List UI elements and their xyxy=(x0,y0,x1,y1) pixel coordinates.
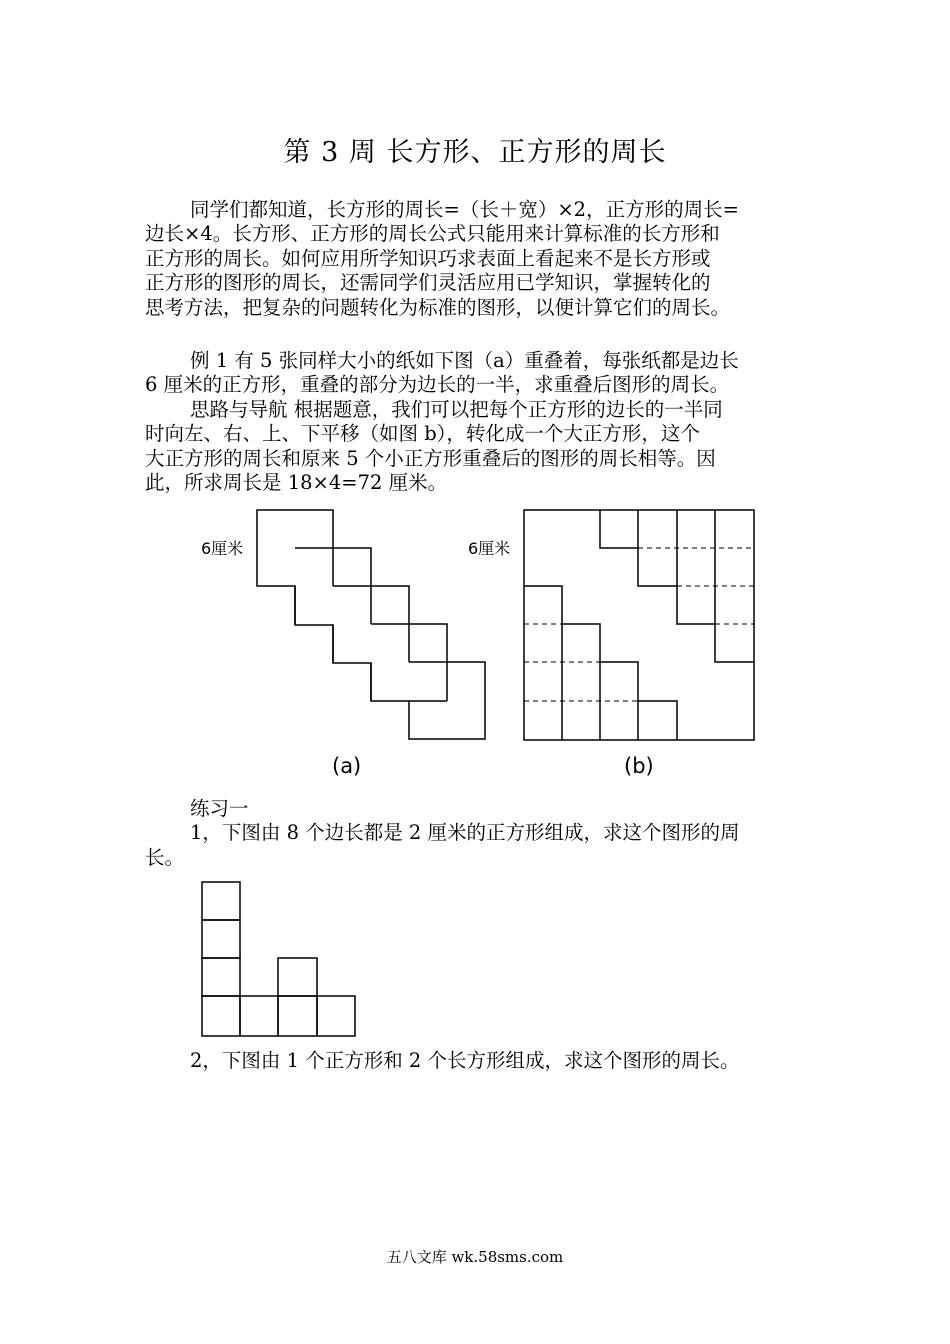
example-line: 此，所求周长是 18×4=72 厘米。 xyxy=(145,471,448,495)
figure-b-inner-vertical-lines xyxy=(562,510,715,740)
figure-b-outer-square xyxy=(524,510,754,740)
intro-line: 同学们都知道，长方形的周长=（长＋宽）×2，正方形的周长= xyxy=(190,198,739,221)
page-footer: 五八文库 wk.58sms.com xyxy=(386,1248,564,1266)
example-line: 大正方形的周长和原来 5 个小正方形重叠后的图形的周长相等。因 xyxy=(145,446,716,470)
exercise-heading: 练习一 xyxy=(190,797,249,820)
figure-b-dashed-lines xyxy=(524,548,754,701)
intro-line: 正方形的图形的周长，还需同学们灵活应用已学知识，掌握转化的 xyxy=(145,271,711,295)
page-title: 第 3 周 长方形、正方形的周长 xyxy=(283,137,667,168)
figure-a-caption: (a) xyxy=(332,754,362,778)
example-line: 思路与导航 根据题意，我们可以把每个正方形的边长的一半同 xyxy=(190,397,723,421)
intro-line: 边长×4。长方形、正方形的周长公式只能用来计算标准的长方形和 xyxy=(145,222,720,246)
exercise-q1: 1，下图由 8 个边长都是 2 厘米的正方形组成，求这个图形的周 xyxy=(190,821,740,845)
exercise-q2-block xyxy=(145,1049,805,1073)
figure-a xyxy=(257,510,485,739)
example-line: 例 1 有 5 张同样大小的纸如下图（a）重叠着，每张纸都是边长 xyxy=(190,349,739,372)
figure-b-side-label: 6厘米 xyxy=(468,539,511,558)
exercise-q2: 2，下图由 1 个正方形和 2 个长方形组成，求这个图形的周长。 xyxy=(190,1049,740,1072)
intro-line: 正方形的周长。如何应用所学知识巧求表面上看起来不是长方形或 xyxy=(145,246,711,270)
example-line: 6 厘米的正方形，重叠的部分为边长的一半，求重叠后图形的周长。 xyxy=(145,373,730,397)
figure-b xyxy=(524,510,754,740)
exercise-section xyxy=(145,797,805,870)
figure-a-side-label: 6厘米 xyxy=(201,539,244,558)
intro-line: 思考方法，把复杂的问题转化为标准的图形，以便计算它们的周长。 xyxy=(145,295,731,319)
exercise-q1-cont: 长。 xyxy=(145,845,185,869)
figure-b-caption: (b) xyxy=(624,754,654,778)
exercise-1-figure xyxy=(202,882,355,1036)
example-line: 时向左、右、上、下平移（如图 b），转化成一个大正方形，这个 xyxy=(145,422,700,446)
